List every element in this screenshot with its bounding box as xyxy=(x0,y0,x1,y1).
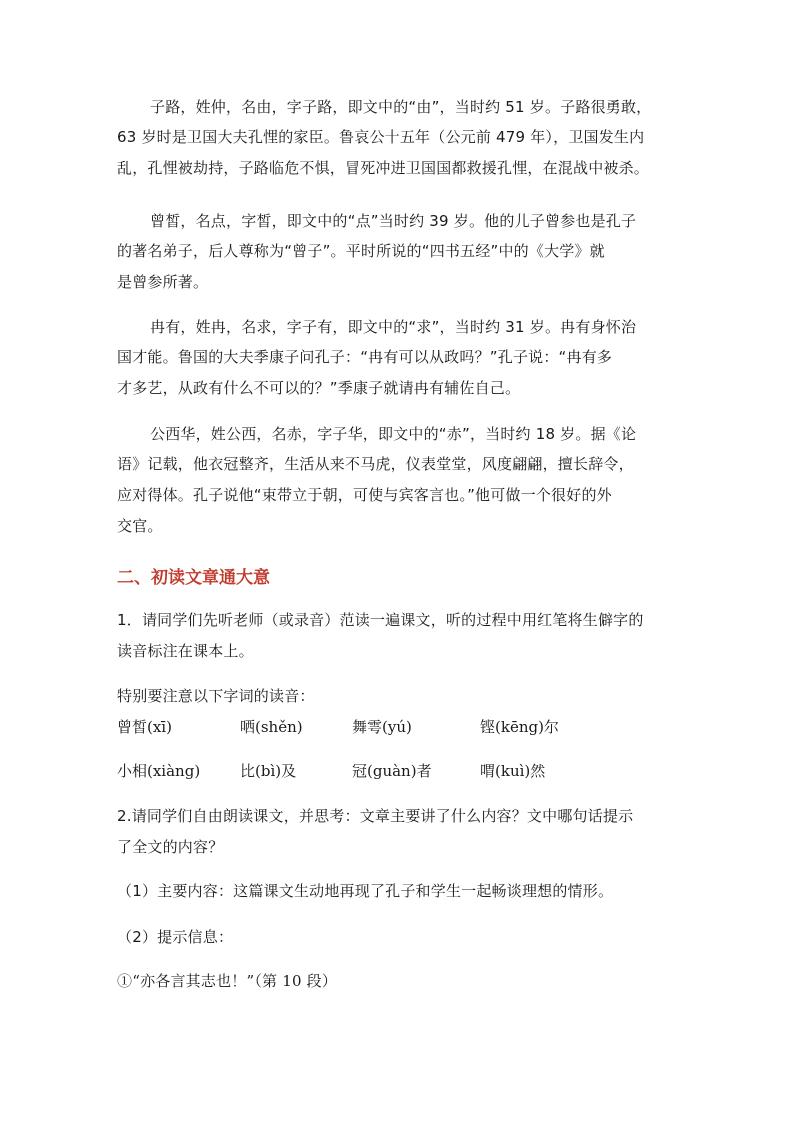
ranyou-line-2: 国才能。鲁国的大夫季康子问孔子：“冉有可以从政吗？”孔子说：“冉有多 xyxy=(117,348,613,366)
ranyou-line-3: 才多艺，从政有什么不可以的？”季康子就请冉有辅佐自己。 xyxy=(117,379,521,397)
pron-item: 小相(xiàng) xyxy=(117,762,201,780)
item2-line-2: 了全文的内容？ xyxy=(117,838,224,856)
pron-item: 喟(kuì)然 xyxy=(480,762,546,780)
section-heading: 二、初读文章通大意 xyxy=(117,568,270,588)
pron-item: 比(bì)及 xyxy=(240,762,297,780)
pron-item: 曾皙(xī) xyxy=(117,718,172,736)
pron-item: 铿(kēng)尔 xyxy=(480,718,559,736)
zengxi-line-1: 曾皙，名点，字皙，即文中的“点”当时约 39 岁。他的儿子曾参也是孔子 xyxy=(150,212,637,230)
ranyou-line-1: 冉有，姓冉，名求，字子有，即文中的“求”，当时约 31 岁。冉有身怀治 xyxy=(150,318,637,336)
item1-line-1: 1．请同学们先听老师（或录音）范读一遍课文，听的过程中用红笔将生僻字的 xyxy=(117,611,644,629)
gongxihua-line-2: 语》记载，他衣冠整齐，生活从来不马虎，仪表堂堂，风度翩翩，擅长辞令， xyxy=(117,455,634,473)
gongxihua-line-1: 公西华，姓公西，名赤，字子华，即文中的“赤”，当时约 18 岁。据《论 xyxy=(150,425,637,443)
zilu-line-3: 乱，孔悝被劫持，子路临危不惧，冒死冲进卫国国都救援孔悝，在混战中被杀。 xyxy=(117,159,650,177)
zengxi-line-2: 的著名弟子，后人尊称为“曾子”。平时所说的“四书五经”中的《大学》就 xyxy=(117,242,605,260)
zilu-line-1: 子路，姓仲，名由，字子路，即文中的“由”，当时约 51 岁。子路很勇敢， xyxy=(150,98,652,116)
hint-label: （2）提示信息： xyxy=(117,928,234,946)
pron-item: 哂(shěn) xyxy=(240,718,303,736)
item2-line-1: 2.请同学们自由朗读课文，并思考：文章主要讲了什么内容？文中哪句话提示 xyxy=(117,807,634,825)
zilu-line-2: 63 岁时是卫国大夫孔悝的家臣。鲁哀公十五年（公元前 479 年），卫国发生内 xyxy=(117,128,645,146)
pronunciation-intro: 特别要注意以下字词的读音： xyxy=(117,687,315,705)
gongxihua-line-3: 应对得体。孔子说他“束带立于朝，可使与宾客言也。”他可做一个很好的外 xyxy=(117,486,612,504)
main-content: （1）主要内容：这篇课文生动地再现了孔子和学生一起畅谈理想的情形。 xyxy=(117,882,614,900)
hint-item-1: ①“亦各言其志也！”（第 10 段） xyxy=(117,972,338,990)
pron-item: 舞雩(yú) xyxy=(352,718,412,736)
pron-item: 冠(guàn)者 xyxy=(352,762,432,780)
zengxi-line-3: 是曾参所著。 xyxy=(117,273,209,291)
item1-line-2: 读音标注在课本上。 xyxy=(117,642,254,660)
gongxihua-line-4: 交官。 xyxy=(117,517,163,535)
